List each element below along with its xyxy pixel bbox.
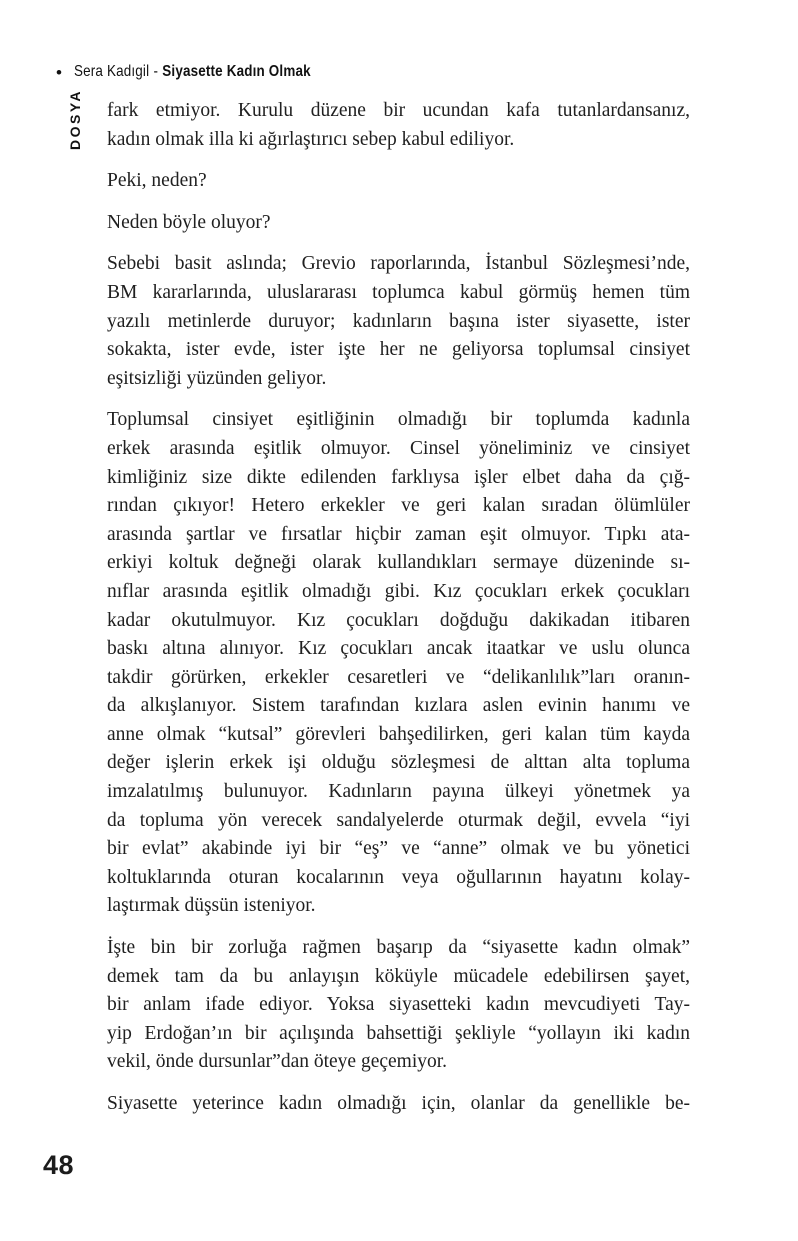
text-line: koltuklarında oturan kocalarının veya oğullarının hayatını kolay- [107, 866, 690, 888]
text-line: yazılı metinlerde duruyor; kadınların başına ister siyasette, ister [107, 310, 690, 332]
text-line: erkiyi koltuk değneği olarak kullandıkları sermaye düzeninde sı- [107, 552, 690, 574]
text-line: yip Erdoğan’ın bir açılışında bahsettiği şekliyle “yollayın iki kadın [107, 1022, 690, 1044]
paragraph [107, 406, 690, 921]
author-name: Sera Kadıgil [73, 63, 150, 80]
paragraph [107, 934, 690, 1077]
text-line: değer işlerin erkek işi olduğu sözleşmesi de alttan alta topluma [107, 752, 690, 774]
text-line: Siyasette yeterince kadın olmadığı için, olanlar da genellikle be- [107, 1093, 690, 1114]
text-line: fark etmiyor. Kurulu düzene bir ucundan kafa tutanlardansanız, [107, 100, 690, 121]
text-line: Neden böyle oluyor? [107, 211, 271, 233]
bullet-icon: • [56, 62, 62, 82]
paragraph [107, 167, 690, 196]
page-number: 48 [43, 1150, 75, 1180]
text-line: demek tam da bu anlayışın köküyle mücadele edebilirsen şayet, [107, 965, 690, 987]
book-title: Siyasette Kadın Olmak [162, 63, 311, 80]
text-line: İşte bin bir zorluğa rağmen başarıp da “siyasette kadın olmak” [107, 937, 690, 959]
text-line: Sebebi basit aslında; Grevio raporlarında, İstanbul Sözleşmesi’nde, [107, 253, 690, 275]
text-line: eşitsizliği yüzünden geliyor. [107, 367, 327, 389]
text-line: da alkışlanıyor. Sistem tarafından kızlara aslen evinin hanımı ve [107, 695, 690, 717]
text-line: da topluma yön verecek sandalyelerde oturmak değil, evvela “iyi [107, 809, 690, 831]
text-line: laştırmak düşsün isteniyor. [107, 895, 316, 917]
section-label: DOSYA [67, 88, 83, 150]
text-line: imzalatılmış bulunuyor. Kadınların payına ülkeyi yönetmek ya [107, 781, 690, 803]
text-line: arasında şartlar ve fırsatlar hiçbir zaman eşit olmuyor. Tıpkı ata- [107, 523, 690, 545]
text-line: kimliğiniz size dikte edilenden farklıysa işler elbet daha da çığ- [107, 466, 690, 488]
text-line: baskı altına alınıyor. Kız çocukları ancak itaatkar ve uslu olunca [107, 638, 690, 660]
text-line: Toplumsal cinsiyet eşitliğinin olmadığı bir toplumda kadınla [107, 409, 690, 431]
text-line: kadın olmak illa ki ağırlaştırıcı sebep kabul ediliyor. [107, 128, 515, 150]
text-line: Peki, neden? [107, 170, 207, 192]
text-line: vekil, önde dursunlar”dan öteye geçemiyor. [107, 1051, 448, 1073]
body-text [107, 97, 690, 1119]
text-line: anne olmak “kutsal” görevleri bahşedilirken, geri kalan tüm kayda [107, 723, 690, 745]
text-line: BM kararlarında, uluslararası toplumca kabul görmüş hemen tüm [107, 281, 690, 303]
header-text [74, 63, 311, 81]
paragraph [107, 97, 690, 154]
text-line: bir evlat” akabinde iyi bir “eş” ve “anne” olmak ve bu yönetici [107, 838, 690, 860]
text-line: kadar okutulmuyor. Kız çocukları doğduğu dakikadan itibaren [107, 609, 690, 631]
paragraph [107, 1090, 690, 1119]
header-separator: - [153, 63, 159, 80]
text-line: sokakta, ister evde, ister işte her ne geliyorsa toplumsal cinsiyet [107, 339, 690, 361]
text-line: erkek arasında eşitlik olmuyor. Cinsel yöneliminiz ve cinsiyet [107, 437, 690, 459]
text-line: takdir görürken, erkekler cesaretleri ve “delikanlılık”ları oranın- [107, 666, 690, 688]
text-line: nıflar arasında eşitlik olmadığı gibi. Kız çocukları erkek çocukları [107, 580, 690, 602]
text-line: bir anlam ifade ediyor. Yoksa siyasetteki kadın mevcudiyeti Tay- [107, 994, 690, 1016]
paragraph [107, 250, 690, 393]
paragraph [107, 209, 690, 238]
running-header [56, 63, 356, 81]
text-line: rından çıkıyor! Hetero erkekler ve geri kalan sıradan ölümlüler [107, 495, 690, 517]
